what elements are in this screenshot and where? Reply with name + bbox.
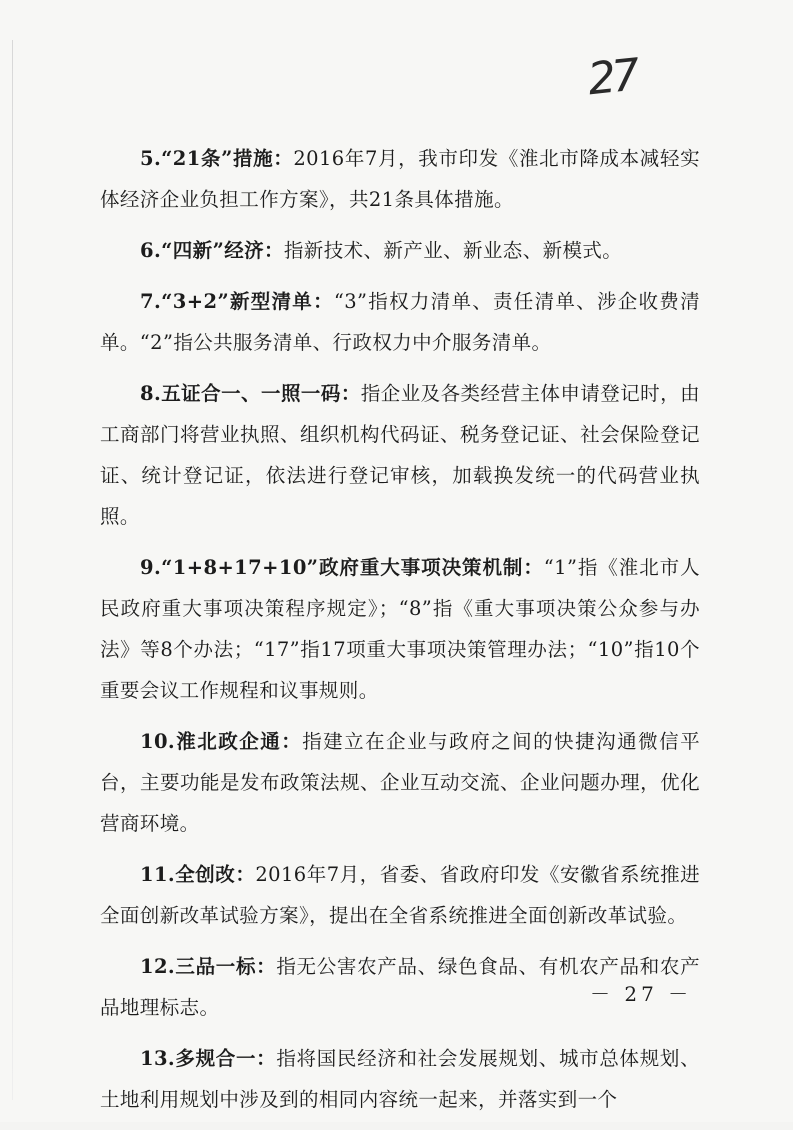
glossary-definition: 指新技术、新产业、新业态、新模式。 [283, 239, 623, 262]
glossary-definition: 指企业及各类经营主体申请登记时，由工商部门将营业执照、组织机构代码证、税务登记证、社会保险登记证、统计登记证，依法进行登记审核，加载换发统一的代码营业执照。 [100, 382, 700, 528]
glossary-item [100, 138, 700, 220]
glossary-definition: “3”指权力清单、责任清单、涉企收费清单。“2”指公共服务清单、行政权力中介服务清单。 [100, 290, 700, 354]
glossary-item [100, 230, 700, 271]
glossary-term: 10.淮北政企通： [140, 730, 303, 753]
glossary-item [100, 1038, 700, 1120]
glossary-term: 9.“1+8+17+10”政府重大事项决策机制： [140, 556, 544, 579]
glossary-definition: 2016年7月，省委、省政府印发《安徽省系统推进全面创新改革试验方案》，提出在全省系统推进全面创新改革试验。 [100, 863, 700, 927]
glossary-term: 12.三品一标： [140, 955, 277, 978]
page-number: － 27 － [590, 982, 693, 1006]
glossary-definition: 指将国民经济和社会发展规划、城市总体规划、土地利用规划中涉及到的相同内容统一起来，并落实到一个 [100, 1047, 700, 1111]
handwritten-page-mark: 27 [585, 49, 639, 106]
glossary-definition: “1”指《淮北市人民政府重大事项决策程序规定》；“8”指《重大事项决策公众参与办法》等8个办法；“17”指17项重大事项决策管理办法；“10”指10个重要会议工作规程和议事规则。 [100, 556, 700, 702]
glossary-term: 5.“21条”措施： [140, 147, 294, 170]
glossary-item [100, 373, 700, 537]
glossary-definition: 指无公害农产品、绿色食品、有机农产品和农产品地理标志。 [100, 955, 700, 1019]
glossary-definition: 指建立在企业与政府之间的快捷沟通微信平台，主要功能是发布政策法规、企业互动交流、企业问题办理，优化营商环境。 [100, 730, 700, 835]
glossary-term: 7.“3+2”新型清单： [140, 290, 334, 313]
glossary-item [100, 281, 700, 363]
page-edge-line [12, 40, 13, 1100]
glossary-item [100, 854, 700, 936]
glossary-term: 6.“四新”经济： [140, 239, 284, 262]
glossary-item [100, 721, 700, 844]
glossary-term: 8.五证合一、一照一码： [140, 382, 361, 405]
glossary-item [100, 547, 700, 711]
glossary-definition: 2016年7月，我市印发《淮北市降成本减轻实体经济企业负担工作方案》，共21条具体措施。 [100, 147, 700, 211]
glossary-term: 13.多规合一： [140, 1047, 277, 1070]
glossary-term: 11.全创改： [140, 863, 256, 886]
